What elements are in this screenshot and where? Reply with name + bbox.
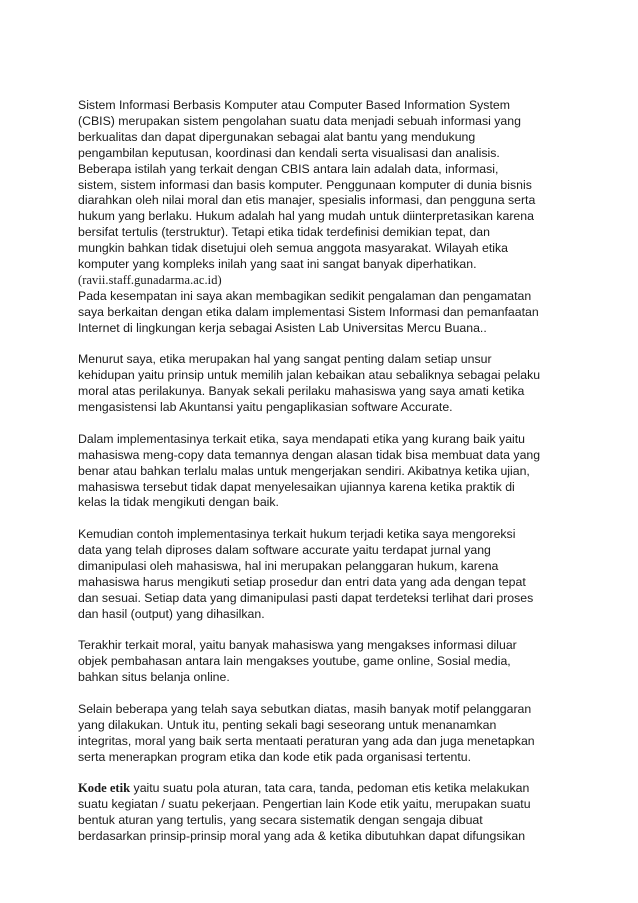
- text-line: serta menerapkan program etika dan kode etik pada organisasi tertentu.: [78, 749, 472, 764]
- text-line: data yang telah diproses dalam software accurate yaitu terdapat jurnal yang: [78, 543, 491, 558]
- paragraph-code-of-ethics: [78, 781, 578, 845]
- text-line: berkualitas dan dapat dipergunakan sebagai alat bantu yang mendukung: [78, 129, 476, 144]
- text-line: komputer yang kompleks inilah yang saat ini sangat banyak diperhatikan.: [78, 257, 477, 272]
- text-line: diarahkan oleh nilai moral dan etis manajer, spesialis informasi, dan pengguna serta: [78, 193, 536, 208]
- paragraph-occasion: [78, 289, 578, 337]
- text-line: moral atas perilakunya. Banyak sekali perilaku mahasiswa yang saya amati ketika: [78, 384, 525, 399]
- text-line: bahkan situs belanja online.: [78, 670, 230, 685]
- document-body: [78, 98, 578, 845]
- text-line: mengasistensi lab Akuntansi yaitu pengaplikasian software Accurate.: [78, 400, 453, 415]
- text-line: (CBIS) merupakan sistem pengolahan suatu data menjadi sebuah informasi yang: [78, 113, 521, 128]
- paragraph-opinion: [78, 352, 578, 416]
- text-line: Beberapa istilah yang terkait dengan CBIS antara lain adalah data, informasi,: [78, 161, 499, 176]
- paragraph-spacer: [78, 416, 578, 432]
- text-line: yang dilakukan. Untuk itu, penting sekali bagi seseorang untuk menanamkan: [78, 717, 497, 732]
- text-line: integritas, moral yang baik serta mentaati peraturan yang ada dan juga menetapkan: [78, 733, 535, 748]
- text-line: saya berkaitan dengan etika dalam implementasi Sistem Informasi dan pemanfaatan: [78, 304, 539, 319]
- paragraph-spacer: [78, 623, 578, 639]
- text-line: kelas la tidak mengikuti dengan baik.: [78, 495, 279, 510]
- text-line: suatu kegiatan / suatu pekerjaan. Pengertian lain Kode etik yaitu, merupakan suatu: [78, 797, 531, 812]
- text-line: kehidupan yaitu prinsip untuk memilih jalan kebaikan atau sebaliknya sebagai pelaku: [78, 368, 541, 383]
- definition-text: yaitu suatu pola aturan, tata cara, tanda, pedoman etis ketika melakukan: [130, 781, 530, 796]
- paragraph-spacer: [78, 686, 578, 702]
- text-line: dan sesuai. Setiap data yang dimanipulasi pasti dapat terdeteksi terlihat dari proses: [78, 590, 534, 605]
- text-line: Kemudian contoh implementasinya terkait hukum terjadi ketika saya mengoreksi: [78, 527, 516, 542]
- text-line: [78, 781, 578, 797]
- paragraph-spacer: [78, 511, 578, 527]
- text-line: sistem, sistem informasi dan basis komputer. Penggunaan komputer di dunia bisnis: [78, 177, 532, 192]
- text-line: bersifat tertulis (terstruktur). Tetapi etika tidak terdefinisi demikian tepat, dan: [78, 225, 490, 240]
- term-kode-etik: Kode etik: [78, 781, 131, 796]
- text-line: Terakhir terkait moral, yaitu banyak mahasiswa yang mengakses informasi diluar: [78, 638, 517, 653]
- paragraph-cbis-intro: [78, 98, 578, 289]
- text-line: Internet di lingkungan kerja sebagai Asisten Lab Universitas Mercu Buana..: [78, 320, 487, 335]
- paragraph-ethics-example: [78, 432, 578, 512]
- text-line: bentuk aturan yang tertulis, yang secara sistematik dengan sengaja dibuat: [78, 813, 483, 828]
- paragraph-moral-example: [78, 638, 578, 686]
- text-line: mahasiswa harus mengikuti setiap prosedur dan entri data yang ada dengan tepat: [78, 574, 526, 589]
- text-line: mahasiswa meng-copy data temannya dengan alasan tidak bisa membuat data yang: [78, 447, 541, 462]
- text-line: pengambilan keputusan, koordinasi dan kendali serta visualisasi dan analisis.: [78, 145, 500, 160]
- text-line: berdasarkan prinsip-prinsip moral yang ada & ketika dibutuhkan dapat difungsikan: [78, 829, 526, 844]
- text-line: hukum yang berlaku. Hukum adalah hal yang mudah untuk diinterpretasikan karena: [78, 209, 534, 224]
- text-line: Menurut saya, etika merupakan hal yang sangat penting dalam setiap unsur: [78, 352, 492, 367]
- text-line: dan hasil (output) yang dihasilkan.: [78, 606, 265, 621]
- text-line: mahasiswa tersebut tidak dapat menyelesaikan ujiannya karena ketika praktik di: [78, 479, 515, 494]
- text-line: Selain beberapa yang telah saya sebutkan diatas, masih banyak motif pelanggaran: [78, 701, 532, 716]
- paragraph-spacer: [78, 766, 578, 782]
- text-line: dimanipulasi oleh mahasiswa, hal ini merupakan pelanggaran hukum, karena: [78, 558, 499, 573]
- paragraph-motives: [78, 702, 578, 766]
- text-line: Dalam implementasinya terkait etika, saya mendapati etika yang kurang baik yaitu: [78, 431, 526, 446]
- text-line: Pada kesempatan ini saya akan membagikan sedikit pengalaman dan pengamatan: [78, 288, 532, 303]
- paragraph-law-example: [78, 527, 578, 622]
- text-line: Sistem Informasi Berbasis Komputer atau Computer Based Information System: [78, 98, 510, 112]
- paragraph-spacer: [78, 337, 578, 353]
- text-line: mungkin bahkan tidak disetujui oleh semua anggota masyarakat. Wilayah etika: [78, 241, 508, 256]
- text-line: objek pembahasan antara lain mengakses youtube, game online, Sosial media,: [78, 654, 511, 669]
- text-line: benar atau bahkan terlalu malas untuk mengerjakan sendiri. Akibatnya ketika ujian,: [78, 463, 530, 478]
- source-citation: (ravii.staff.gunadarma.ac.id): [78, 272, 222, 287]
